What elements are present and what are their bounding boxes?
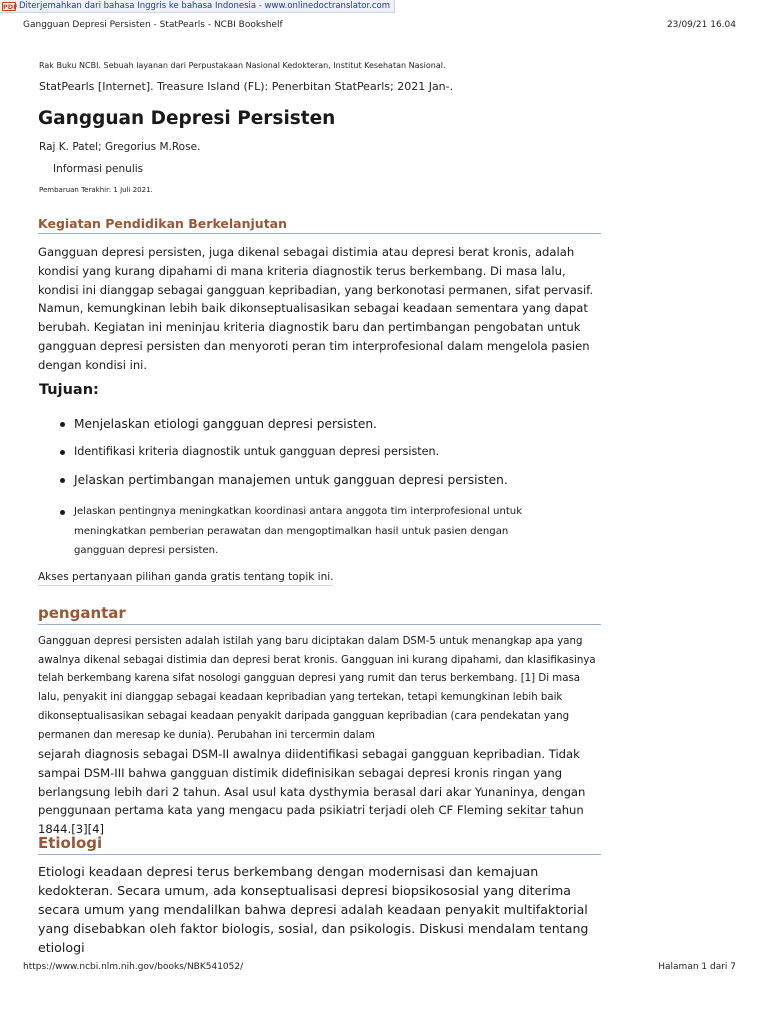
page-number: Halaman 1 dari 7 [658,962,736,972]
objective-item: Identifikasi kriteria diagnostik untuk gangguan depresi persisten. [38,442,558,462]
last-update-date: Pembaruan Terakhir: 1 Juli 2021. [39,186,153,194]
bookshelf-notice: Rak Buku NCBI. Sebuah layanan dari Perpustakaan Nasional Kedokteran, Institut Kesehatan Nasional. [39,61,446,70]
print-header-date: 23/09/21 16.04 [666,20,736,30]
objective-item: Jelaskan pentingnya meningkatkan koordinasi antara anggota tim interprofesional untuk meningkatkan pemberian perawatan dan mengoptimalkan hasil untuk pasien dengan gangguan depresi persisten. [38,502,544,561]
section-heading-introduction: pengantar [38,604,601,625]
author-info-link[interactable]: Informasi penulis [53,163,144,175]
continuing-education-paragraph: Gangguan depresi persisten, juga dikenal sebagai distimia atau depresi berat kronis, adalah kondisi yang kurang dipahami di mana kriteria diagnostik terus berkembang. Di masa lalu, kondisi ini dianggap sebagai gangguan kepribadian, yang berkonotasi permanen, sifat pervasif. Namun, kemungkinan lebih baik dikonseptualisasikan sebagai keadaan sementara yang dapat berubah. Kegiatan ini meninjau kriteria diagnostik baru dan pertimbangan pengobatan untuk gangguan depresi persisten dan menyoroti peran tim interprofesional dalam mengelola pasien dengan kondisi ini. [38,245,594,372]
objectives-list [38,414,558,561]
divider [516,817,550,818]
pdf-icon: PDF [3,2,18,11]
objective-item: Menjelaskan etiologi gangguan depresi persisten. [38,414,558,434]
introduction-paragraph-part2: sejarah diagnosis sebagai DSM-II awalnya diidentifikasi sebagai gangguan kepribadian. Tidak sampai DSM-III bahwa gangguan distimik didefinisikan sebagai depresi kronis ringan yang berlangsung lebih dari 2 tahun. Asal usul kata dysthymia berasal dari akar Yunaninya, dengan penggunaan pertama kata yang mengacu pada psikiatri terjadi oleh CF Fleming sekitar tahun 1844.[3][4] [38,747,586,837]
book-citation: StatPearls [Internet]. Treasure Island (FL): Penerbitan StatPearls; 2021 Jan-. [39,80,454,93]
objectives-heading: Tujuan: [39,382,99,398]
print-header-title: Gangguan Depresi Persisten - StatPearls - NCBI Bookshelf [23,20,283,30]
translator-banner[interactable] [0,0,395,13]
article-authors: Raj K. Patel; Gregorius M.Rose. [39,141,201,153]
page-url: https://www.ncbi.nlm.nih.gov/books/NBK541052/ [23,962,244,972]
section-heading-etiology: Etiologi [38,834,601,855]
objective-item: Jelaskan pertimbangan manajemen untuk gangguan depresi persisten. [38,470,558,490]
section-heading-continuing-education: Kegiatan Pendidikan Berkelanjutan [38,216,601,234]
article-title: Gangguan Depresi Persisten [38,108,336,129]
introduction-paragraph-part1: Gangguan depresi persisten adalah istilah yang baru diciptakan dalam DSM-5 untuk menangkap apa yang awalnya dikenal sebagai distimia dan depresi berat kronis. Gangguan ini kurang dipahami, dan klasifikasinya telah berkembang karena sifat nosologi gangguan depresi yang rumit dan terus berkembang. [1] Di masa lalu, penyakit ini dianggap sebagai keadaan kepribadian yang tertekan, tetapi kemungkinan lebih baik dikonseptualisasikan sebagai keadaan penyakit daripada gangguan kepribadian (cara pendekatan yang permanen dan meresap ke dunia). Perubahan ini tercermin dalam [38,636,596,741]
etiology-paragraph: Etiologi keadaan depresi terus berkembang dengan modernisasi dan kemajuan kedokteran. Secara umum, ada konseptualisasi depresi biopsikososial yang diterima secara umum yang mendalilkan bahwa depresi adalah keadaan penyakit multifaktorial yang disebabkan oleh faktor biologis, sosial, dan psikologis. Diskusi mendalam tentang etiologi [38,864,589,956]
free-questions-link[interactable]: Akses pertanyaan pilihan ganda gratis tentang topik ini. [38,571,333,586]
translator-banner-text[interactable]: Diterjemahkan dari bahasa Inggris ke bahasa Indonesia - www.onlinedoctranslator.com [19,1,391,11]
